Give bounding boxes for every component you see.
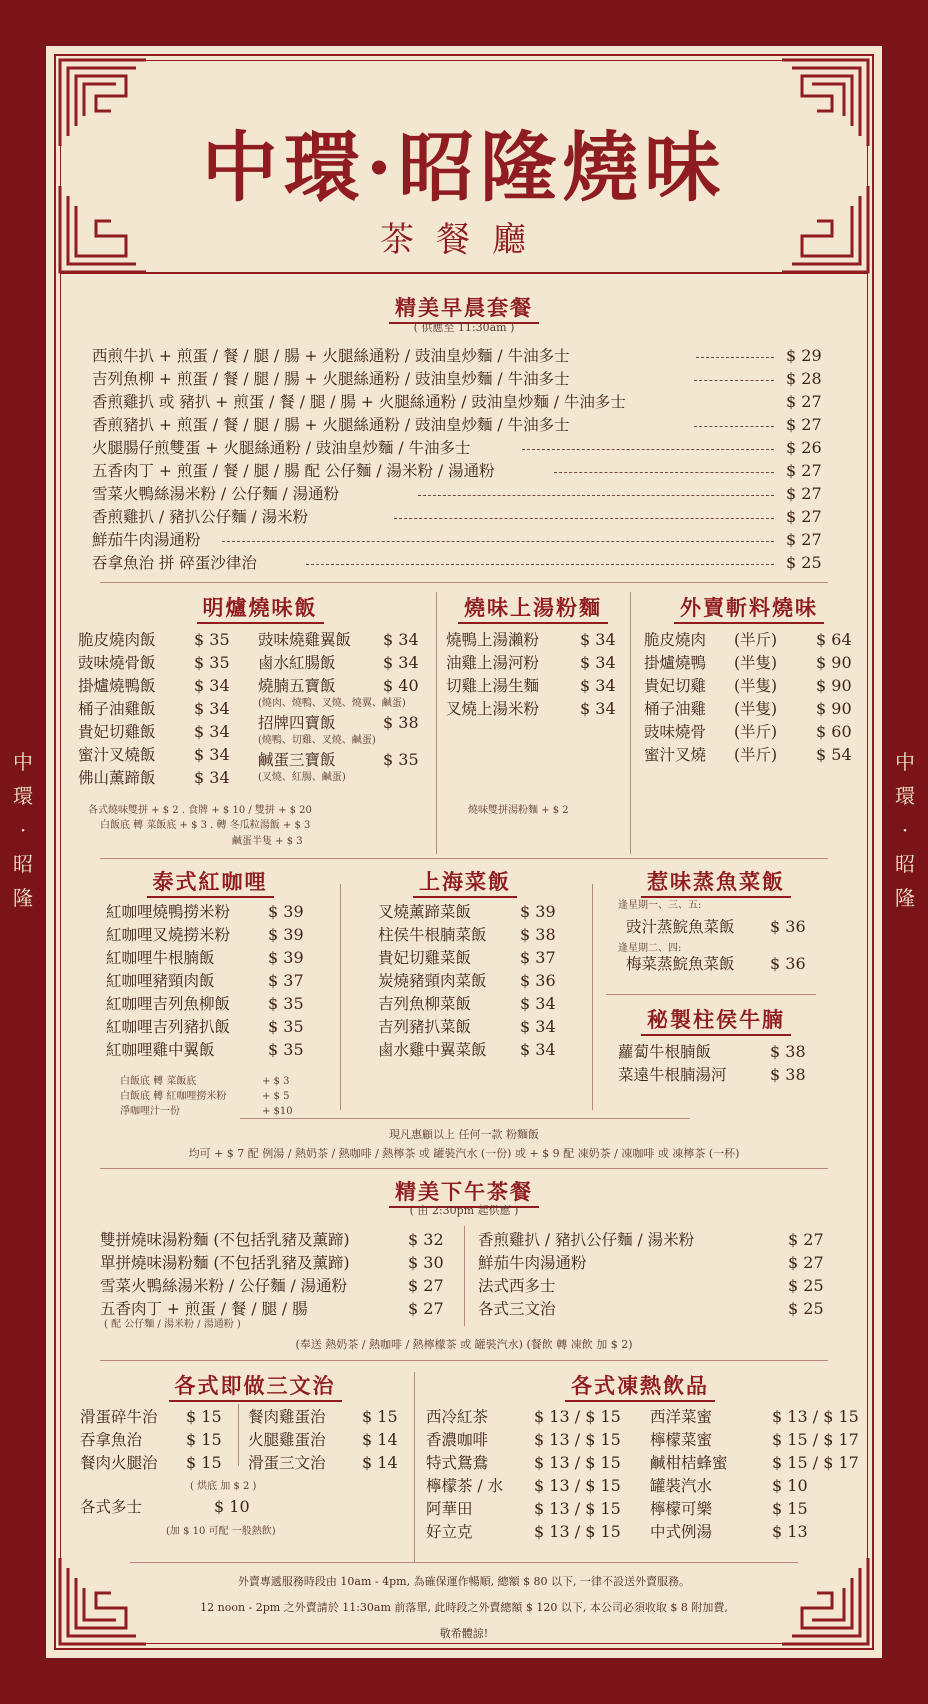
section-title-tea: 精美下午茶餐 — [0, 1176, 928, 1206]
menu-item-price: $ 29 — [786, 346, 822, 365]
menu-item-price: $ 90 — [816, 653, 852, 672]
menu-item-name: 香煎雞扒 或 豬扒 + 煎蛋 / 餐 / 腿 / 腸 + 火腿絲通粉 / 豉油皇炒麵 / 牛油多士 — [92, 393, 626, 411]
dotted-leader — [306, 564, 774, 565]
menu-item-price: $ 34 — [580, 630, 616, 649]
dotted-leader — [394, 518, 774, 519]
noodle-note: 燒味雙拼湯粉麵 + $ 2 — [468, 805, 569, 816]
menu-item-name: 五香肉丁 + 煎蛋 / 餐 / 腿 / 腸 配 公仔麵 / 湯米粉 / 湯通粉 — [92, 462, 495, 480]
dotted-leader — [418, 495, 774, 496]
section-title-shanghai: 上海菜飯 — [345, 866, 585, 896]
menu-item-price: $ 27 — [786, 530, 822, 549]
toast-note: ( 烘底 加 $ 2 ) — [190, 1481, 257, 1492]
divider — [592, 884, 593, 1110]
menu-item-name: 檸檬可樂 — [650, 1500, 713, 1518]
menu-item-price: $ 35 — [194, 653, 230, 672]
menu-item-name: 香煎雞扒 / 豬扒公仔麵 / 湯米粉 — [92, 508, 309, 526]
menu-item-price: $ 28 — [786, 369, 822, 388]
divider — [100, 1168, 828, 1169]
menu-item-name: 火腿雞蛋治 — [248, 1431, 326, 1449]
menu-item-price: $ 60 — [816, 722, 852, 741]
menu-item-name: 菜遠牛根腩湯河 — [618, 1066, 727, 1084]
menu-item-price: $ 39 — [268, 902, 304, 921]
menu-item-name: 脆皮燒肉 — [644, 631, 707, 649]
menu-item-name: 阿華田 — [426, 1500, 473, 1518]
menu-item-price: $ 15 — [362, 1407, 398, 1426]
menu-item-price: $ 37 — [268, 971, 304, 990]
menu-item-price: $ 13 / $ 15 — [534, 1407, 621, 1426]
tea-bottom-note: (奉送 熱奶茶 / 熱咖啡 / 熱檸檬茶 或 罐裝汽水) (餐飲 轉 凍飲 加 $ 2) — [295, 1338, 633, 1351]
header-divider — [60, 272, 868, 274]
menu-item-unit: (半隻) — [734, 654, 778, 672]
curry-note: 白飯底 轉 菜飯底 — [120, 1076, 197, 1087]
menu-item-price: $ 34 — [580, 699, 616, 718]
menu-item-price: $ 34 — [520, 1040, 556, 1059]
menu-item-name: 罐裝汽水 — [650, 1477, 713, 1495]
menu-item-name: 豉味燒雞翼飯 — [258, 631, 352, 649]
menu-item-sub: (叉燒、紅腸、鹹蛋) — [258, 772, 346, 783]
menu-item-name: 掛爐燒鴨飯 — [78, 677, 156, 695]
menu-item-price: $ 14 — [362, 1453, 398, 1472]
dotted-leader — [696, 357, 774, 358]
menu-item-name: 吞拿魚治 — [80, 1431, 143, 1449]
side-text-right: 中 環 · 昭 隆 — [895, 750, 915, 910]
dotted-leader — [694, 426, 774, 427]
divider — [606, 994, 816, 995]
menu-item-price: $ 38 — [770, 1042, 806, 1061]
menu-item-name: 脆皮燒肉飯 — [78, 631, 156, 649]
toast-price: $ 10 — [214, 1497, 250, 1516]
menu-item-name: 香煎豬扒 + 煎蛋 / 餐 / 腿 / 腸 + 火腿絲通粉 / 豉油皇炒麵 / 牛油多士 — [92, 416, 570, 434]
divider — [464, 1226, 465, 1326]
menu-item-name: 蘿蔔牛根腩飯 — [618, 1043, 712, 1061]
menu-item-name: 佛山薰蹄飯 — [78, 769, 156, 787]
menu-item-price: $ 34 — [520, 1017, 556, 1036]
menu-item-name: 西洋菜蜜 — [650, 1408, 713, 1426]
menu-item-price: $ 25 — [786, 553, 822, 572]
toast-sub: (加 $ 10 可配 一般熱飲) — [166, 1526, 276, 1537]
menu-item-name: 貴妃切雞 — [644, 677, 707, 695]
menu-item-price: $ 38 — [770, 1065, 806, 1084]
menu-item-name: 紅咖哩燒鴨撈米粉 — [106, 903, 231, 921]
menu-item-price: $ 13 / $ 15 — [534, 1430, 621, 1449]
menu-item-name: 叉燒薰蹄菜飯 — [378, 903, 472, 921]
menu-item-name: 檸檬茶 / 水 — [426, 1477, 504, 1495]
menu-item-name: 叉燒上湯米粉 — [446, 700, 540, 718]
menu-item-price: $ 10 — [772, 1476, 808, 1495]
menu-item-sub: (燒鴨、切雞、叉燒、鹹蛋) — [258, 735, 376, 746]
menu-item-price: $ 32 — [408, 1230, 444, 1249]
menu-item-unit: (半斤) — [734, 723, 778, 741]
menu-item-price: $ 27 — [786, 392, 822, 411]
section-title-roast-rice: 明爐燒味飯 — [150, 592, 370, 622]
dotted-leader — [554, 472, 774, 473]
menu-item-price: $ 27 — [786, 461, 822, 480]
menu-item-name: 香煎雞扒 / 豬扒公仔麵 / 湯米粉 — [478, 1231, 695, 1249]
menu-item-unit: (半隻) — [734, 677, 778, 695]
menu-item-name: 吉列魚柳菜飯 — [378, 995, 472, 1013]
divider — [100, 858, 828, 859]
menu-item-name: 紅咖哩吉列魚柳飯 — [106, 995, 231, 1013]
divider — [340, 884, 341, 1110]
menu-item-price: $ 13 — [772, 1522, 808, 1541]
menu-item-name: 西煎牛扒 + 煎蛋 / 餐 / 腿 / 腸 + 火腿絲通粉 / 豉油皇炒麵 / 牛油多士 — [92, 347, 570, 365]
menu-item-price: $ 38 — [383, 713, 419, 732]
menu-item-price: $ 40 — [383, 676, 419, 695]
menu-item-name: 豉味燒骨 — [644, 723, 707, 741]
menu-item-name: 單拼燒味湯粉麵 (不包括乳豬及薰蹄) — [100, 1254, 350, 1272]
menu-item-price: $ 34 — [194, 722, 230, 741]
divider — [100, 582, 828, 583]
menu-item-price: $ 13 / $ 15 — [534, 1499, 621, 1518]
menu-item-sub: (燒肉、燒鴨、叉燒、燒翼、鹹蛋) — [258, 698, 406, 709]
menu-item-name: 蜜汁叉燒飯 — [78, 746, 156, 764]
menu-item-name: 鮮茄牛肉湯通粉 — [478, 1254, 587, 1272]
menu-item-name: 火腿腸仔煎雙蛋 + 火腿絲通粉 / 豉油皇炒麵 / 牛油多士 — [92, 439, 471, 457]
curry-note-price: + $10 — [262, 1106, 293, 1117]
menu-item-price: $ 90 — [816, 699, 852, 718]
menu-item-name: 鮮茄牛肉湯通粉 — [92, 531, 201, 549]
fish-item-price: $ 36 — [770, 954, 806, 973]
toast-name: 各式多士 — [80, 1498, 143, 1516]
menu-item-name: 吞拿魚治 拼 碎蛋沙律治 — [92, 554, 257, 572]
menu-item-price: $ 13 / $ 15 — [534, 1476, 621, 1495]
menu-item-price: $ 34 — [383, 630, 419, 649]
menu-item-price: $ 34 — [194, 768, 230, 787]
menu-item-price: $ 34 — [520, 994, 556, 1013]
set-drink-note-2: 均可 + $ 7 配 例湯 / 熱奶茶 / 熱咖啡 / 熱檸茶 或 罐裝汽水 (一份) 或 + $ 9 配 凍奶茶 / 凍咖啡 或 凍檸茶 (一杯) — [188, 1147, 740, 1160]
breakfast-note: ( 供應至 11:30am ) — [413, 321, 515, 334]
divider — [100, 1360, 828, 1361]
restaurant-title: 中環·昭隆燒味 — [201, 123, 727, 212]
menu-item-name: 中式例湯 — [650, 1523, 713, 1541]
menu-item-price: $ 34 — [383, 653, 419, 672]
section-title-noodle: 燒味上湯粉麵 — [440, 592, 626, 622]
menu-item-price: $ 35 — [268, 1040, 304, 1059]
menu-item-price: $ 36 — [520, 971, 556, 990]
menu-item-name: 紅咖哩豬頸肉飯 — [106, 972, 215, 990]
menu-item-name: 滑蛋三文治 — [248, 1454, 326, 1472]
menu-item-name: 桶子油雞 — [644, 700, 707, 718]
fish-item-price: $ 36 — [770, 917, 806, 936]
menu-item-name: 紅咖哩叉燒撈米粉 — [106, 926, 231, 944]
menu-item-price: $ 15 — [772, 1499, 808, 1518]
side-text-left: 中 環 · 昭 隆 — [13, 750, 33, 910]
section-title-curry: 泰式紅咖哩 — [90, 866, 330, 896]
menu-item-name: 油雞上湯河粉 — [446, 654, 540, 672]
menu-item-price: $ 27 — [408, 1299, 444, 1318]
menu-item-name: 貴妃切雞飯 — [78, 723, 156, 741]
menu-item-name: 鹹蛋三寶飯 — [258, 751, 336, 769]
menu-item-name: 吉列魚柳 + 煎蛋 / 餐 / 腿 / 腸 + 火腿絲通粉 / 豉油皇炒麵 / 牛油多士 — [92, 370, 570, 388]
menu-item-price: $ 37 — [520, 948, 556, 967]
menu-item-price: $ 27 — [408, 1276, 444, 1295]
restaurant-subtitle: 茶餐廳 — [380, 220, 548, 260]
footer-line-3: 敬希體諒! — [439, 1627, 489, 1640]
menu-item-name: 鹵水紅腸飯 — [258, 654, 336, 672]
menu-item-price: $ 27 — [786, 415, 822, 434]
menu-item-price: $ 39 — [268, 925, 304, 944]
set-drink-note-1: 現凡惠顧以上 任何一款 粉麵飯 — [389, 1128, 539, 1141]
menu-item-name: 鹵水雞中翼菜飯 — [378, 1041, 487, 1059]
menu-item-name: 五香肉丁 + 煎蛋 / 餐 / 腿 / 腸 — [100, 1300, 308, 1318]
menu-item-price: $ 34 — [580, 653, 616, 672]
divider — [130, 1562, 798, 1563]
menu-item-price: $ 15 — [186, 1430, 222, 1449]
menu-item-price: $ 13 / $ 15 — [772, 1407, 859, 1426]
curry-note-price: + $ 5 — [262, 1091, 290, 1102]
section-title-fish: 惹味蒸魚菜飯 — [598, 866, 834, 896]
menu-item-unit: (半斤) — [734, 746, 778, 764]
menu-item-name: 切雞上湯生麵 — [446, 677, 540, 695]
menu-item-name: 法式西多士 — [478, 1277, 556, 1295]
menu-item-price: $ 54 — [816, 745, 852, 764]
menu-item-name: 紅咖哩牛根腩飯 — [106, 949, 215, 967]
footer-line-1: 外賣專遞服務時段由 10am - 4pm, 為確保運作暢順, 總額 $ 80 以下, 一律不設送外賣服務。 — [237, 1575, 691, 1588]
menu-item-price: $ 30 — [408, 1253, 444, 1272]
menu-item-name: 豉味燒骨飯 — [78, 654, 156, 672]
menu-item-price: $ 35 — [194, 630, 230, 649]
menu-item-unit: (半斤) — [734, 631, 778, 649]
menu-item-name: 鹹柑桔蜂蜜 — [650, 1454, 728, 1472]
menu-item-name: 各式三文治 — [478, 1300, 556, 1318]
menu-item-name: 燒腩五寶飯 — [258, 677, 336, 695]
curry-note-price: + $ 3 — [262, 1076, 290, 1087]
menu-item-price: $ 38 — [520, 925, 556, 944]
menu-item-price: $ 34 — [194, 699, 230, 718]
roast-note-1: 各式燒味雙拼 + $ 2 . 食牌 + $ 10 / 雙拼 + $ 20 — [88, 805, 312, 816]
divider — [240, 1118, 690, 1119]
menu-item-price: $ 34 — [580, 676, 616, 695]
curry-note: 淨咖哩汁一份 — [120, 1106, 180, 1117]
menu-item-price: $ 15 — [186, 1453, 222, 1472]
menu-item-name: 好立克 — [426, 1523, 473, 1541]
menu-item-price: $ 39 — [520, 902, 556, 921]
tea-note: ( 由 2:30pm 起供應 ) — [409, 1204, 519, 1217]
menu-item-name: 香濃咖啡 — [426, 1431, 489, 1449]
menu-item-price: $ 34 — [194, 676, 230, 695]
menu-item-name: 雪菜火鴨絲湯米粉 / 公仔麵 / 湯通粉 — [92, 485, 340, 503]
menu-item-name: 雙拼燒味湯粉麵 (不包括乳豬及薰蹄) — [100, 1231, 350, 1249]
menu-item-price: $ 27 — [788, 1230, 824, 1249]
section-title-sandwich: 各式即做三文治 — [100, 1370, 410, 1400]
curry-note: 白飯底 轉 紅咖哩撈米粉 — [120, 1091, 227, 1102]
section-title-drinks: 各式凍熱飲品 — [420, 1370, 860, 1400]
roast-note-3: 鹹蛋半隻 + $ 3 — [232, 836, 303, 847]
menu-item-name: 吉列豬扒菜飯 — [378, 1018, 472, 1036]
fish-item-name: 梅菜蒸鯇魚菜飯 — [626, 955, 735, 973]
section-title-brisket: 秘製柱侯牛腩 — [598, 1004, 834, 1034]
menu-item-price: $ 39 — [268, 948, 304, 967]
menu-item-name: 掛爐燒鴨 — [644, 654, 707, 672]
menu-item-price: $ 27 — [788, 1253, 824, 1272]
menu-item-name: 柱侯牛根腩菜飯 — [378, 926, 487, 944]
menu-item-price: $ 25 — [788, 1276, 824, 1295]
menu-item-price: $ 15 / $ 17 — [772, 1430, 859, 1449]
menu-item-price: $ 35 — [268, 1017, 304, 1036]
divider — [414, 1372, 415, 1562]
menu-item-name: 雪菜火鴨絲湯米粉 / 公仔麵 / 湯通粉 — [100, 1277, 348, 1295]
menu-item-name: 檸檬菜蜜 — [650, 1431, 713, 1449]
footer-line-2: 12 noon - 2pm 之外賣請於 11:30am 前落單, 此時段之外賣總額 $ 120 以下, 本公司必須收取 $ 8 附加費, — [200, 1601, 728, 1614]
dotted-leader — [694, 380, 774, 381]
menu-item-name: 蜜汁叉燒 — [644, 746, 707, 764]
menu-item-price: $ 27 — [786, 507, 822, 526]
menu-item-name: 特式鴛鴦 — [426, 1454, 489, 1472]
menu-item-price: $ 26 — [786, 438, 822, 457]
menu-item-name: 餐肉雞蛋治 — [248, 1408, 326, 1426]
menu-item-price: $ 25 — [788, 1299, 824, 1318]
menu-item-unit: (半隻) — [734, 700, 778, 718]
menu-item-price: $ 35 — [268, 994, 304, 1013]
menu-item-name: 滑蛋碎牛治 — [80, 1408, 158, 1426]
menu-item-name: 炭燒豬頸肉菜飯 — [378, 972, 487, 990]
menu-item-name: 招牌四寶飯 — [258, 714, 336, 732]
fish-day-2: 逢星期二、四: — [618, 943, 682, 954]
fish-item-name: 豉汁蒸鯇魚菜飯 — [626, 918, 735, 936]
section-title-breakfast: 精美早晨套餐 — [0, 292, 928, 322]
divider — [238, 1404, 239, 1466]
menu-item-price: $ 34 — [194, 745, 230, 764]
menu-item-price: $ 64 — [816, 630, 852, 649]
menu-item-name: 餐肉火腿治 — [80, 1454, 158, 1472]
menu-item-price: $ 14 — [362, 1430, 398, 1449]
menu-item-price: $ 13 / $ 15 — [534, 1453, 621, 1472]
divider — [630, 592, 631, 854]
roast-note-2: 白飯底 轉 菜飯底 + $ 3 . 轉 冬瓜粒湯飯 + $ 3 — [100, 820, 311, 831]
menu-item-price: $ 13 / $ 15 — [534, 1522, 621, 1541]
menu-item-name: 紅咖哩吉列豬扒飯 — [106, 1018, 231, 1036]
menu-item-price: $ 90 — [816, 676, 852, 695]
divider — [436, 592, 437, 854]
menu-item-price: $ 27 — [786, 484, 822, 503]
menu-item-price: $ 15 — [186, 1407, 222, 1426]
dotted-leader — [222, 541, 774, 542]
menu-item-name: 西冷紅茶 — [426, 1408, 489, 1426]
fish-day-1: 逢星期一、三、五: — [618, 900, 702, 911]
menu-item-name: 貴妃切雞菜飯 — [378, 949, 472, 967]
section-title-takeaway: 外賣斬料燒味 — [634, 592, 864, 622]
menu-item-name: 紅咖哩雞中翼飯 — [106, 1041, 215, 1059]
menu-item-price: $ 35 — [383, 750, 419, 769]
dotted-leader — [522, 449, 774, 450]
menu-item-name: 燒鴨上湯瀨粉 — [446, 631, 540, 649]
menu-item-price: $ 15 / $ 17 — [772, 1453, 859, 1472]
tea-left-sub: ( 配 公仔麵 / 湯米粉 / 湯通粉 ) — [104, 1319, 241, 1330]
menu-item-name: 桶子油雞飯 — [78, 700, 156, 718]
